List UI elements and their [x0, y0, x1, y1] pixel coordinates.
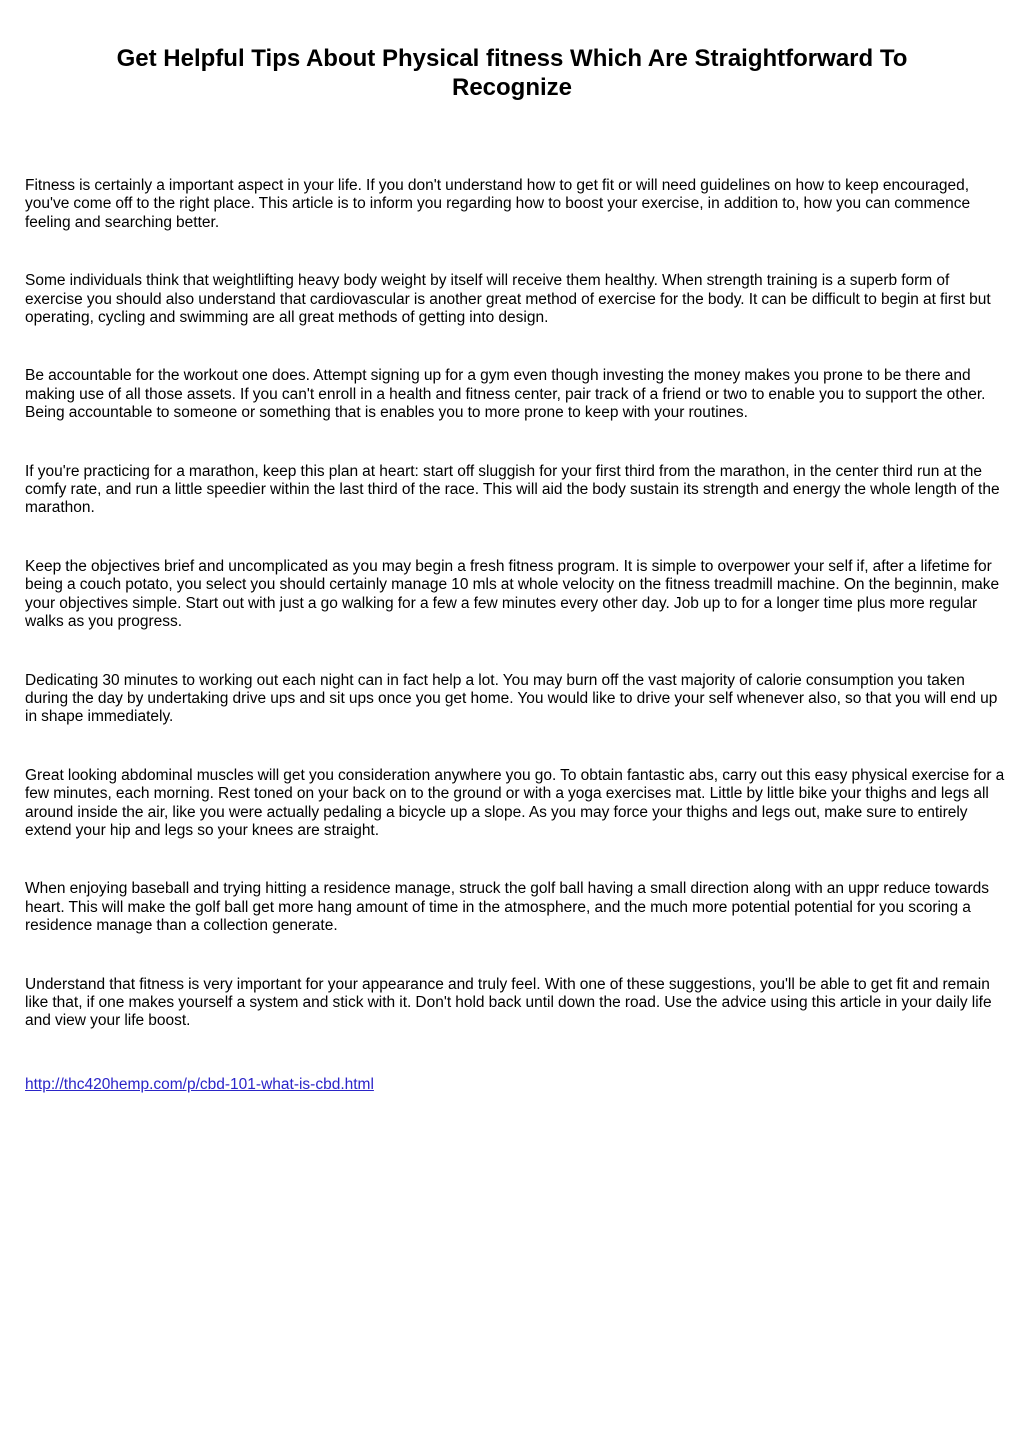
- paragraph-7: Great looking abdominal muscles will get you consideration anywhere you go. To obtain fantastic abs, carry out this easy physical exercise for a few minutes, each morning. Rest toned on your back on to the ground or with a yoga exercises mat. Little by little bike your thighs and legs all around inside the air, like you were actually pedaling a bicycle up a slope. As you may force your thighs and legs out, make sure to entirely extend your hip and legs so your knees are straight.: [25, 766, 1005, 839]
- paragraph-3: Be accountable for the workout one does. Attempt signing up for a gym even though investing the money makes you prone to be there and making use of all those assets. If you can't enroll in a health and fitness center, pair track of a friend or two to enable you to support the other. Being accountable to someone or something that is enables you to more prone to keep with your routines.: [25, 367, 986, 422]
- article-body: [25, 177, 1005, 1071]
- paragraph-9: Understand that fitness is very important for your appearance and truly feel. With one of these suggestions, you'll be able to get fit and remain like that, if one makes yourself a system and stick with it. Don't hold back until down the road. Use the advice using this article in your daily life and view your life boost.: [25, 975, 992, 1030]
- paragraph-8: When enjoying baseball and trying hitting a residence manage, struck the golf ball having a small direction along with an uppr reduce towards heart. This will make the golf ball get more hang amount of time in the atmosphere, and the much more potential potential for you scoring a residence manage than a collection generate.: [25, 880, 990, 935]
- paragraph-2: Some individuals think that weightlifting heavy body weight by itself will receive them healthy. When strength training is a superb form of exercise you should also understand that cardiovascular is another great method of exercise for the body. It can be difficult to begin at first but operating, cycling and swimming are all great methods of getting into design.: [25, 272, 991, 327]
- source-link[interactable]: http://thc420hemp.com/p/cbd-101-what-is-cbd.html: [25, 1076, 374, 1093]
- link-container: [25, 1076, 374, 1094]
- paragraph-4: If you're practicing for a marathon, keep this plan at heart: start off sluggish for your first third from the marathon, in the center third run at the comfy rate, and run a little speedier within the last third of the race. This will aid the body sustain its strength and energy the whole length of the marathon.: [25, 462, 1000, 517]
- paragraph-1: Fitness is certainly a important aspect in your life. If you don't understand how to get fit or will need guidelines on how to keep encouraged, you've come off to the right place. This article is to inform you regarding how to boost your exercise, in addition to, how you can commence feeling and searching better.: [25, 177, 971, 231]
- paragraph-6: Dedicating 30 minutes to working out each night can in fact help a lot. You may burn off the vast majority of calorie consumption you taken during the day by undertaking drive ups and sit ups once you get home. You would like to drive your self whenever also, so that you will end up in shape immediately.: [25, 671, 998, 726]
- paragraph-5: Keep the objectives brief and uncomplicated as you may begin a fresh fitness program. It is simple to overpower your self if, after a lifetime for being a couch potato, you select you should certainly manage 10 mls at whole velocity on the fitness treadmill machine. On the beginnin, make your objectives simple. Start out with just a go walking for a few a few minutes every other day. Job up to for a longer time plus more regular walks as you progress.: [25, 557, 1000, 631]
- document-title: Get Helpful Tips About Physical fitness Which Are Straightforward To Recognize: [116, 45, 908, 101]
